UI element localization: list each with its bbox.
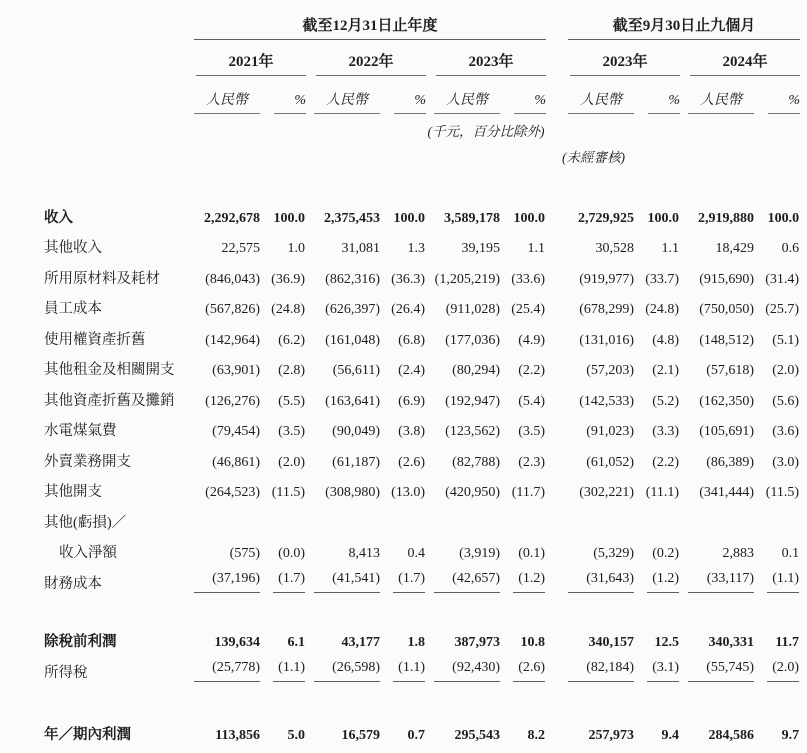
row-label: 其他開支 (44, 484, 102, 500)
units-note: (千元，百分比除外) (427, 124, 545, 139)
value-cell: (25.4) (511, 302, 546, 317)
table-row (44, 318, 800, 349)
value-cell: 1.1 (527, 241, 546, 256)
value-cell: 2,883 (722, 546, 755, 561)
value-cell: (919,977) (579, 271, 635, 287)
table-row (44, 562, 800, 593)
value-cell: 6.1 (287, 635, 305, 650)
table-row (44, 288, 800, 319)
value-cell: (11.5) (765, 485, 800, 500)
value-cell: (26,598) (306, 651, 380, 682)
row-label: 所用原材料及耗材 (44, 270, 160, 287)
value-cell: 340,157 (588, 635, 635, 650)
value-cell: (678,299) (579, 302, 635, 317)
value-cell: 0.1 (781, 546, 800, 561)
value-cell: (2.0) (754, 651, 800, 682)
value-cell: 100.0 (767, 210, 800, 226)
value-cell (500, 501, 546, 532)
value-cell: 0.7 (407, 728, 425, 743)
unaudited-note-row (44, 140, 800, 166)
value-cell: (575) (229, 546, 260, 561)
value-cell: (56,611) (332, 363, 380, 378)
value-cell: (90,049) (332, 424, 380, 439)
value-cell: (5.1) (772, 332, 800, 348)
currency-header: 人民幣 (688, 89, 754, 114)
value-cell: (2.1) (652, 363, 680, 378)
value-cell: (42,657) (426, 562, 500, 593)
value-cell: (24.8) (271, 302, 305, 317)
value-cell: 30,528 (595, 241, 635, 256)
value-cell: 22,575 (221, 241, 260, 256)
value-cell: 100.0 (393, 210, 425, 226)
value-cell: (302,221) (579, 485, 635, 500)
value-cell: (5.5) (278, 393, 305, 409)
value-cell: 2,729,925 (578, 210, 635, 226)
value-cell: (86,389) (706, 454, 755, 470)
year-2022: 2022年 (316, 50, 426, 76)
row-label: 員工成本 (44, 301, 102, 317)
percent-header: % (274, 93, 306, 114)
value-cell: (177,036) (445, 332, 500, 348)
value-cell: (5.2) (652, 393, 680, 409)
value-cell: (123,562) (445, 424, 500, 439)
value-cell: (41,541) (306, 562, 380, 593)
row-label: 水電煤氣費 (44, 423, 117, 439)
value-cell: (80,294) (452, 363, 500, 378)
percent-header: % (514, 93, 546, 114)
value-cell: 2,375,453 (324, 210, 380, 226)
value-cell: (37,196) (186, 562, 260, 593)
value-cell: (36.9) (271, 271, 305, 287)
value-cell: (1.7) (260, 562, 306, 593)
value-cell: (13.0) (391, 485, 425, 500)
value-cell: (2.3) (518, 454, 546, 470)
row-label: 其他租金及相關開支 (44, 362, 175, 378)
value-cell: 1.3 (407, 241, 425, 256)
value-cell: 139,634 (214, 635, 260, 650)
value-cell: 284,586 (708, 728, 755, 743)
value-cell: (31,643) (560, 562, 634, 593)
section-header-row (44, 14, 800, 40)
value-cell: (33.7) (645, 271, 680, 287)
value-cell (560, 501, 634, 532)
value-cell: (1.7) (380, 562, 426, 593)
units-note-row (44, 114, 800, 140)
value-cell: (161,048) (325, 332, 380, 348)
value-cell: (911,028) (445, 302, 500, 317)
row-label: 收入 (44, 209, 73, 226)
value-cell: (341,444) (699, 485, 755, 500)
value-cell: (5.4) (518, 393, 546, 409)
value-cell: (4.9) (518, 332, 546, 348)
value-cell: (31.4) (765, 271, 800, 287)
table-row (44, 621, 800, 652)
value-cell: (36.3) (391, 271, 425, 287)
value-cell: (131,016) (579, 332, 635, 348)
value-cell: 16,579 (341, 728, 380, 743)
value-cell (186, 501, 260, 532)
table-row (44, 651, 800, 682)
value-cell: (846,043) (205, 271, 260, 287)
value-cell: (2.2) (518, 363, 546, 378)
value-cell: (192,947) (445, 393, 500, 409)
year-2024-9m: 2024年 (690, 50, 800, 76)
percent-header: % (648, 93, 680, 114)
row-label: 收入淨額 (59, 545, 117, 561)
value-cell: (626,397) (325, 302, 380, 317)
value-cell: (1,205,219) (434, 271, 500, 287)
value-cell: (25.7) (765, 302, 800, 317)
value-cell: 113,856 (215, 728, 260, 743)
value-cell (426, 501, 500, 532)
value-cell: (2.4) (398, 363, 425, 378)
table-row (44, 227, 800, 258)
value-cell: (5.6) (772, 393, 800, 409)
value-cell: (55,745) (680, 651, 754, 682)
section-title-annual: 截至12月31日止年度 (194, 14, 546, 40)
value-cell: (1.1) (754, 562, 800, 593)
value-cell: (6.9) (398, 393, 425, 409)
value-cell: 5.0 (287, 728, 305, 743)
table-row (44, 349, 800, 380)
table-row (44, 714, 800, 745)
table-row (44, 379, 800, 410)
value-cell: (105,691) (699, 424, 755, 439)
value-cell: (6.8) (398, 332, 425, 348)
table-row (44, 501, 800, 532)
percent-header: % (394, 93, 426, 114)
value-cell (680, 501, 754, 532)
table-row (44, 440, 800, 471)
value-cell: (6.2) (278, 332, 305, 348)
value-cell: (26.4) (391, 302, 425, 317)
value-cell: 11.7 (775, 635, 800, 650)
value-cell: (57,618) (706, 363, 755, 378)
row-label: 其他資產折舊及攤銷 (44, 392, 175, 409)
value-cell: 100.0 (647, 210, 680, 226)
row-label: 其他收入 (44, 240, 102, 256)
value-cell: (92,430) (426, 651, 500, 682)
value-cell: 39,195 (461, 241, 500, 256)
row-label: 所得稅 (44, 664, 88, 681)
value-cell: (142,964) (205, 332, 260, 348)
value-cell (380, 501, 426, 532)
value-cell: (33,117) (680, 562, 754, 593)
value-cell: 387,973 (454, 635, 500, 650)
value-cell: (163,641) (325, 393, 380, 409)
value-cell: (2.6) (500, 651, 546, 682)
unaudited-note: (未經審核) (562, 150, 626, 165)
value-cell: 9.7 (781, 728, 800, 743)
row-label: 使用權資產折舊 (44, 331, 146, 348)
value-cell: (3.6) (772, 424, 800, 439)
value-cell: 9.4 (661, 728, 680, 743)
value-cell: 31,081 (341, 241, 380, 256)
value-cell: (1.1) (260, 651, 306, 682)
table-row (44, 196, 800, 227)
row-label: 除稅前利潤 (44, 634, 117, 650)
value-cell: (11.1) (645, 485, 680, 500)
value-cell: (2.2) (652, 454, 680, 470)
year-header-row (44, 40, 800, 76)
value-cell: (3.3) (652, 424, 680, 439)
value-cell: (11.7) (511, 485, 546, 500)
row-label: 年／期內利潤 (44, 727, 131, 743)
percent-header: % (768, 93, 800, 114)
value-cell: 0.6 (781, 241, 800, 256)
value-cell: 295,543 (454, 728, 500, 743)
value-cell: (61,052) (586, 454, 635, 470)
value-cell: (25,778) (186, 651, 260, 682)
value-cell: (2.6) (398, 454, 425, 470)
value-cell: 12.5 (654, 635, 680, 650)
value-cell: (148,512) (699, 332, 755, 348)
value-cell: (162,350) (699, 393, 755, 409)
year-2021: 2021年 (196, 50, 306, 76)
value-cell: (4.8) (652, 332, 680, 348)
value-cell: (862,316) (325, 271, 380, 287)
value-cell: (2.0) (278, 454, 305, 470)
value-cell: 1.1 (661, 241, 680, 256)
spacer-row (44, 682, 800, 714)
value-cell: (79,454) (212, 424, 260, 439)
value-cell: (420,950) (445, 485, 500, 500)
value-cell: (61,187) (332, 454, 380, 470)
value-cell: (567,826) (205, 302, 260, 317)
value-cell: 0.4 (407, 546, 425, 561)
value-cell: (3.1) (634, 651, 680, 682)
subheader-row (44, 76, 800, 114)
value-cell: (82,788) (452, 454, 500, 470)
value-cell: 18,429 (715, 241, 755, 256)
value-cell: (11.5) (271, 485, 305, 500)
value-cell: (3.5) (278, 424, 305, 439)
value-cell (260, 501, 306, 532)
value-cell: (3.8) (398, 424, 425, 439)
value-cell: 2,292,678 (204, 210, 260, 226)
value-cell: (91,023) (586, 424, 635, 439)
value-cell: 10.8 (520, 635, 546, 650)
value-cell: 8,413 (348, 546, 380, 561)
value-cell: 3,589,178 (444, 210, 500, 226)
value-cell: 1.8 (407, 635, 425, 650)
value-cell: (57,203) (586, 363, 635, 378)
value-cell: (1.2) (500, 562, 546, 593)
value-cell: (0.2) (652, 546, 680, 561)
value-cell: (24.8) (645, 302, 680, 317)
value-cell: (82,184) (560, 651, 634, 682)
currency-header: 人民幣 (194, 89, 260, 114)
value-cell: (2.8) (278, 363, 305, 378)
value-cell: (3.5) (518, 424, 546, 439)
spacer-row (44, 593, 800, 621)
value-cell: 257,973 (588, 728, 635, 743)
value-cell: (142,533) (579, 393, 635, 409)
income-statement-table (44, 14, 800, 744)
value-cell: (264,523) (205, 485, 260, 500)
currency-header: 人民幣 (434, 89, 500, 114)
value-cell: (915,690) (699, 271, 755, 287)
value-cell: (0.1) (518, 546, 546, 561)
currency-header: 人民幣 (314, 89, 380, 114)
row-label: 其他(虧損)／ (44, 514, 127, 531)
value-cell: (1.2) (634, 562, 680, 593)
value-cell: (3,919) (459, 546, 500, 561)
value-cell: (1.1) (380, 651, 426, 682)
value-cell: (3.0) (772, 454, 800, 470)
row-label: 外賣業務開支 (44, 453, 131, 470)
table-row (44, 532, 800, 563)
table-row (44, 471, 800, 502)
value-cell: 100.0 (273, 210, 305, 226)
row-label: 財務成本 (44, 575, 102, 592)
currency-header: 人民幣 (568, 89, 634, 114)
value-cell: (33.6) (511, 271, 546, 287)
value-cell: 340,331 (708, 635, 755, 650)
value-cell: (750,050) (699, 302, 755, 317)
value-cell (754, 501, 800, 532)
year-2023: 2023年 (436, 50, 546, 76)
value-cell: 8.2 (527, 728, 546, 743)
value-cell: (308,980) (325, 485, 380, 500)
value-cell: 1.0 (287, 241, 305, 256)
value-cell: 100.0 (513, 210, 546, 226)
value-cell: (126,276) (205, 393, 260, 409)
table-row (44, 410, 800, 441)
value-cell: 43,177 (341, 635, 380, 650)
value-cell: 2,919,880 (698, 210, 755, 226)
value-cell: (0.0) (278, 546, 305, 561)
year-2023-9m: 2023年 (570, 50, 680, 76)
value-cell (306, 501, 380, 532)
value-cell (634, 501, 680, 532)
value-cell: (5,329) (593, 546, 635, 561)
section-title-nine-months: 截至9月30日止九個月 (568, 14, 800, 40)
value-cell: (63,901) (212, 363, 260, 378)
value-cell: (46,861) (212, 454, 260, 470)
table-row (44, 257, 800, 288)
value-cell: (2.0) (772, 363, 800, 378)
